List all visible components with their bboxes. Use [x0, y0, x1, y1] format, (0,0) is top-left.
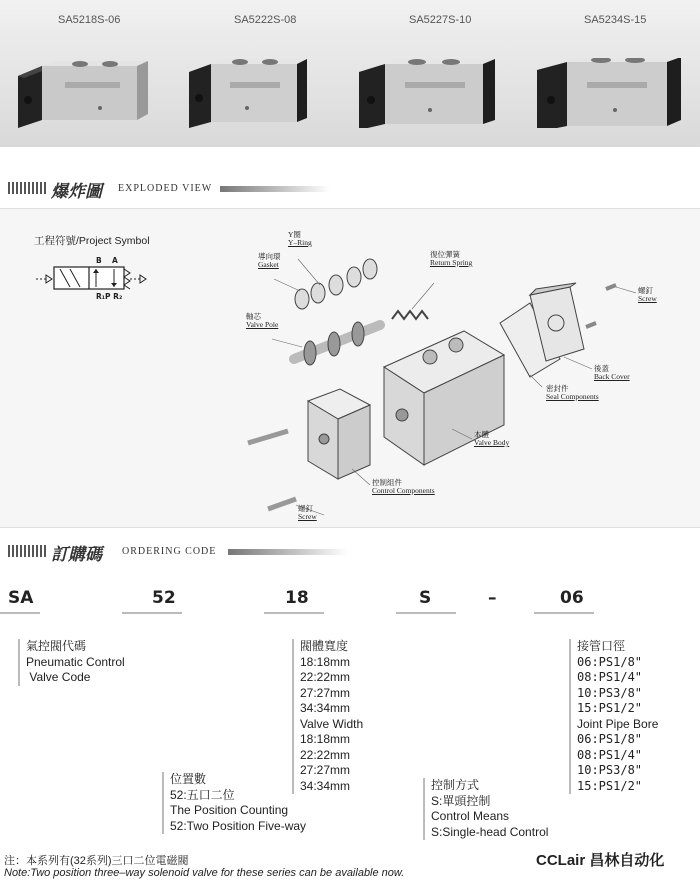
model-label-4: SA5234S-15 [584, 14, 647, 26]
gasket-en: Gasket [258, 260, 279, 269]
screw-top-en: Screw [638, 294, 657, 303]
part-label-seal-components [546, 385, 599, 401]
y-ring-cn: Y圈 [288, 230, 301, 239]
note-cn: 注：本系列有(32系列)三口二位電磁閥 [4, 855, 189, 867]
part-label-back-cover [594, 365, 630, 381]
code-sa: SA [8, 588, 34, 608]
part-label-screw-top [638, 287, 657, 303]
screw-bottom-cn: 螺釘 [298, 504, 313, 513]
desc-line: Valve Code [26, 670, 91, 684]
desc-line: 15:PS1/2" [577, 701, 643, 715]
body-en: Valve Body [474, 438, 510, 447]
code-18: 18 [285, 588, 309, 608]
pipe-bore-description [569, 639, 658, 794]
model-label-1: SA5218S-06 [58, 14, 121, 26]
seal-cn: 密封件 [546, 384, 569, 393]
seal-en: Seal Components [546, 392, 599, 401]
symbol-port-a: A [112, 256, 118, 265]
desc-line: 18:18mm [300, 654, 351, 669]
valve-image-1 [10, 58, 155, 128]
header-stripes-decoration [8, 182, 46, 194]
desc-line: 15:PS1/2" [577, 778, 643, 793]
desc-line: 27:27mm [300, 685, 351, 700]
valve-pole-cn: 軸芯 [246, 312, 261, 321]
pneumatic-symbol-diagram [36, 255, 154, 305]
desc-line: 控制方式 [431, 778, 480, 792]
control-means-description [423, 778, 548, 840]
desc-line: 10:PS3/8" [577, 763, 643, 777]
desc-line: 06:PS1/8" [577, 732, 643, 746]
gasket-cn: 導向環 [258, 252, 281, 261]
desc-line: 位置數 [170, 772, 207, 786]
code-separator: – [488, 588, 497, 608]
desc-line: 52:Two Position Five-way [170, 818, 307, 833]
code-s: S [419, 588, 432, 608]
spring-en: Return Spring [430, 258, 473, 267]
back-cover-en: Back Cover [594, 372, 630, 381]
desc-line: 08:PS1/4" [577, 670, 643, 684]
spring-cn: 復位彈簧 [430, 250, 460, 259]
desc-line: 27:27mm [300, 763, 351, 777]
desc-line: Valve Width [300, 716, 364, 731]
valve-image-2 [185, 58, 320, 128]
desc-line: 氣控閥代碼 [26, 639, 87, 653]
header-stripes-decoration [8, 545, 46, 557]
code-underline-3 [264, 612, 324, 614]
exploded-view-panel [0, 208, 700, 528]
header-bar-decoration [220, 186, 330, 192]
symbol-port-b: B [96, 256, 112, 265]
symbol-port-r1-p-r2: R₁P R₂ [96, 292, 123, 301]
desc-line: Control Means [431, 809, 510, 823]
part-label-valve-body [474, 431, 509, 447]
code-52: 52 [152, 588, 176, 608]
y-ring-en: Y–Ring [288, 238, 312, 247]
desc-line: 08:PS1/4" [577, 747, 643, 762]
code-06: 06 [560, 588, 584, 608]
desc-line: 06:PS1/8" [577, 654, 643, 669]
desc-line: 接管口徑 [577, 639, 626, 653]
body-cn: 本體 [474, 430, 489, 439]
part-label-screw-bottom [298, 505, 317, 521]
exploded-view-title-en: EXPLODED VIEW [118, 183, 213, 194]
desc-line: 34:34mm [300, 778, 351, 793]
desc-line: 22:22mm [300, 670, 351, 684]
part-label-y-ring [288, 231, 312, 247]
desc-line: 22:22mm [300, 747, 351, 762]
part-label-gasket [258, 253, 281, 269]
desc-line: 34:34mm [300, 701, 351, 715]
note-en: Note:Two position three–way solenoid valve for these series can be available now. [4, 867, 405, 879]
model-label-2: SA5222S-08 [234, 14, 297, 26]
desc-line: Pneumatic Control [26, 654, 125, 669]
valve-width-description [292, 639, 363, 794]
model-label-3: SA5227S-10 [409, 14, 472, 26]
desc-line: S:Single-head Control [431, 824, 549, 839]
exploded-view-title-cn: 爆炸圖 [51, 182, 102, 202]
position-count-description [162, 772, 306, 834]
desc-line: The Position Counting [170, 803, 289, 817]
header-bar-decoration [228, 549, 348, 555]
desc-line: Joint Pipe Bore [577, 716, 659, 731]
code-underline-5 [534, 612, 594, 614]
part-label-return-spring [430, 251, 472, 267]
project-symbol-title: 工程符號/Project Symbol [34, 235, 150, 247]
valve-code-description [18, 639, 125, 686]
exploded-view-header [0, 177, 700, 201]
screw-top-cn: 螺釘 [638, 286, 653, 295]
desc-line: 10:PS3/8" [577, 685, 643, 700]
control-cn: 控制組件 [372, 478, 402, 487]
valve-pole-en: Valve Pole [246, 320, 279, 329]
part-label-control-components [372, 479, 435, 495]
desc-line: 18:18mm [300, 732, 351, 746]
back-cover-cn: 後蓋 [594, 364, 609, 373]
part-label-valve-pole [246, 313, 278, 329]
valve-image-3 [355, 58, 505, 128]
desc-line: 52:五口二位 [170, 787, 235, 802]
control-en: Control Components [372, 486, 435, 495]
valve-image-4 [535, 58, 690, 128]
product-banner [0, 0, 700, 147]
ordering-code-header [0, 540, 700, 564]
screw-bottom-en: Screw [298, 512, 317, 521]
ordering-code-title-cn: 訂購碼 [51, 545, 102, 565]
code-underline-2 [122, 612, 182, 614]
desc-line: S:單頭控制 [431, 793, 491, 808]
ordering-code-title-en: ORDERING CODE [122, 546, 217, 557]
code-underline-1 [0, 612, 40, 614]
desc-line: 閥體寬度 [300, 639, 349, 653]
code-underline-4 [396, 612, 456, 614]
brand-logo-text: CCLair 昌林自动化 [536, 852, 665, 869]
